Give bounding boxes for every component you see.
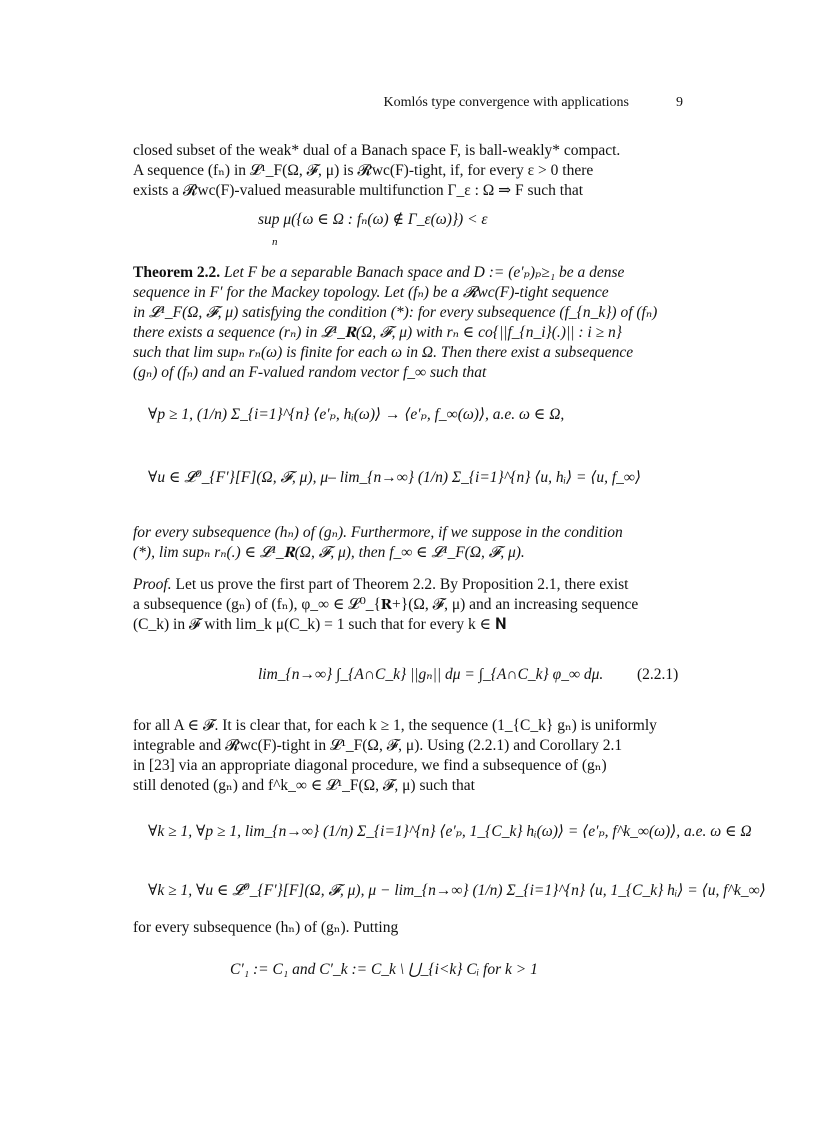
equation-tightness-subscript: n: [272, 236, 278, 248]
equation-proof-1: ∀k ≥ 1, ∀p ≥ 1, lim_{n→∞} (1/n) Σ_{i=1}^{n} ⟨e′ₚ, 1_{C_k} hᵢ(ω)⟩ = ⟨e′ₚ, f^k_∞(ω)⟩, a.e. ω ∈ Ω: [148, 823, 752, 840]
equation-2-2-1: lim_{n→∞} ∫_{A∩C_k} ||gₙ|| dμ = ∫_{A∩C_k} φ_∞ dμ.: [258, 666, 604, 683]
proof-line-3: (C_k) in 𝓕 with lim_k μ(C_k) = 1 such that for every k ∈ 𝐍: [133, 616, 507, 633]
running-title: Komlós type convergence with applications: [383, 95, 629, 110]
intro-line-3: exists a 𝓡wc(F)-valued measurable multifunction Γ_ε : Ω ⇒ F such that: [133, 182, 584, 199]
running-header: [133, 93, 683, 113]
equation-number-2-2-1: (2.2.1): [637, 666, 679, 683]
equation-last: C′₁ := C₁ and C′_k := C_k \ ⋃_{i<k} Cᵢ for k > 1: [230, 961, 538, 978]
theorem-conclusion-line-1: for every subsequence (hₙ) of (gₙ). Furthermore, if we suppose in the condition: [133, 524, 623, 541]
equation-theorem-1: ∀p ≥ 1, (1/n) Σ_{i=1}^{n} ⟨e′ₚ, hᵢ(ω)⟩ → ⟨e′ₚ, f_∞(ω)⟩, a.e. ω ∈ Ω,: [148, 406, 565, 423]
theorem-line-4: there exists a sequence (rₙ) in 𝓛¹_𝐑(Ω, 𝓕, μ) with rₙ ∈ co{||f_{n_i}(.)|| : i ≥ n}: [133, 324, 622, 341]
proof-mid-line-1: for all A ∈ 𝓕. It is clear that, for each k ≥ 1, the sequence (1_{C_k} gₙ) is uniformly: [133, 717, 657, 734]
proof-line-1: Proof. Let us prove the first part of Theorem 2.2. By Proposition 2.1, there exist: [133, 576, 629, 593]
theorem-line-3: in 𝓛¹_F(Ω, 𝓕, μ) satisfying the condition (*): for every subsequence (f_{n_k}) of (fₙ): [133, 304, 658, 321]
theorem-conclusion: [133, 523, 683, 563]
theorem-line-2: sequence in F′ for the Mackey topology. Let (fₙ) be a 𝓡wc(F)-tight sequence: [133, 284, 609, 301]
equation-tightness: sup μ({ω ∈ Ω : fₙ(ω) ∉ Γ_ε(ω)}) < ε: [258, 211, 488, 228]
proof-mid-line-3: in [23] via an appropriate diagonal procedure, we find a subsequence of (gₙ): [133, 757, 607, 774]
theorem-line-5: such that lim supₙ rₙ(ω) is finite for each ω in Ω. Then there exist a subsequence: [133, 344, 634, 361]
theorem-line-1: Theorem 2.2. Let F be a separable Banach space and D := (e′ₚ)ₚ≥₁ be a dense: [133, 264, 625, 281]
intro-line-2: A sequence (fₙ) in 𝓛¹_F(Ω, 𝓕, μ) is 𝓡wc(F)-tight, if, for every ε > 0 there: [133, 162, 594, 179]
proof-line-2: a subsequence (gₙ) of (fₙ), φ_∞ ∈ 𝓛⁰_{𝐑+}(Ω, 𝓕, μ) and an increasing sequence: [133, 596, 639, 613]
proof-paragraph-1: [133, 575, 683, 635]
proof-end-line: for every subsequence (hₙ) of (gₙ). Putting: [133, 919, 399, 936]
proof-mid-line-4: still denoted (gₙ) and f^k_∞ ∈ 𝓛¹_F(Ω, 𝓕, μ) such that: [133, 777, 475, 794]
equation-theorem-2: ∀u ∈ 𝓛⁰_{F′}[F](Ω, 𝓕, μ), μ– lim_{n→∞} (1/n) Σ_{i=1}^{n} ⟨u, hᵢ⟩ = ⟨u, f_∞⟩: [148, 469, 642, 486]
proof-paragraph-3: [133, 918, 683, 938]
intro-paragraph: [133, 141, 683, 201]
theorem-2-2: [133, 263, 683, 383]
proof-paragraph-2: [133, 716, 683, 796]
proof-label: Proof.: [133, 576, 172, 593]
page-number: 9: [676, 95, 683, 110]
theorem-line-6: (gₙ) of (fₙ) and an F-valued random vector f_∞ such that: [133, 364, 487, 381]
theorem-conclusion-line-2: (*), lim supₙ rₙ(.) ∈ 𝓛¹_𝐑(Ω, 𝓕, μ), then f_∞ ∈ 𝓛¹_F(Ω, 𝓕, μ).: [133, 544, 525, 561]
theorem-label: Theorem 2.2.: [133, 264, 221, 281]
intro-line-1: closed subset of the weak* dual of a Banach space F, is ball-weakly* compact.: [133, 142, 621, 159]
proof-mid-line-2: integrable and 𝓡wc(F)-tight in 𝓛¹_F(Ω, 𝓕, μ). Using (2.2.1) and Corollary 2.1: [133, 737, 623, 754]
equation-proof-2: ∀k ≥ 1, ∀u ∈ 𝓛⁰_{F′}[F](Ω, 𝓕, μ), μ − lim_{n→∞} (1/n) Σ_{i=1}^{n} ⟨u, 1_{C_k} hᵢ⟩ = ⟨u, f^k_∞⟩: [148, 882, 766, 899]
